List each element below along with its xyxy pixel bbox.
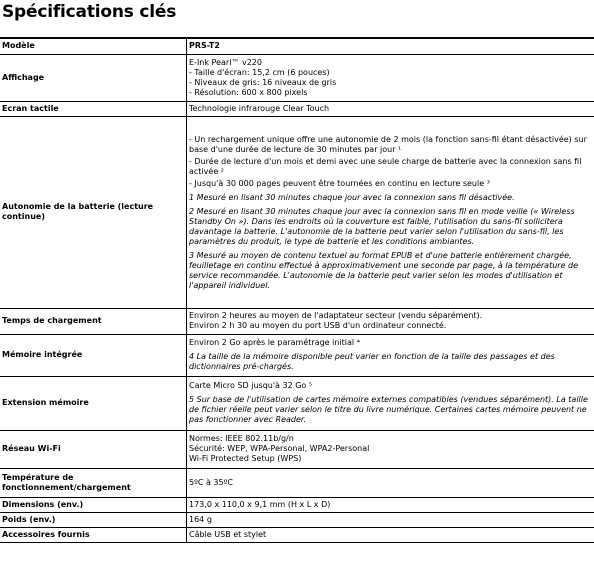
row-value [187, 54, 594, 101]
row-value: PRS-T2 [187, 38, 594, 54]
value-line: - Résolution: 600 x 800 pixels [189, 87, 308, 97]
table-row [0, 497, 594, 512]
row-label: Dimensions (env.) [0, 497, 187, 512]
row-value [187, 430, 594, 468]
footnote: 1 Mesuré en lisant 30 minutes chaque jour avec la connexion sans fil désactivée. [189, 193, 515, 202]
table-row [0, 468, 594, 497]
table-row [0, 376, 594, 430]
row-label: Ecran tactile [0, 101, 187, 116]
row-label: Poids (env.) [0, 512, 187, 527]
row-label: Accessoires fournis [0, 527, 187, 542]
table-row [0, 54, 594, 101]
spec-table [0, 37, 594, 543]
row-label: Temps de chargement [0, 308, 187, 334]
row-value: 5ºC à 35ºC [187, 468, 594, 497]
row-value: 173,0 x 110,0 x 9,1 mm (H x L x D) [187, 497, 594, 512]
row-label: Température de fonctionnement/chargement [0, 468, 187, 497]
row-label: Affichage [0, 54, 187, 101]
page-title: Spécifications clés [2, 2, 177, 22]
footnote: 2 Mesuré en lisant 30 minutes chaque jour avec la connexion sans fil en mode veille (« Wireless Standby On »). Dans les endroits où la couverture est faible, l'utilisation du sans-fil sollicitera davantage la batterie. L'autonomie de la batterie peut varier selon l'utilisation du sans-fil, les paramètres du produit, le type de batterie et les conditions ambiantes. [189, 207, 575, 246]
row-value: Technologie infrarouge Clear Touch [187, 101, 594, 116]
row-value [187, 334, 594, 376]
table-row [0, 308, 594, 334]
table-row [0, 116, 594, 308]
row-value [187, 376, 594, 430]
value-line: Environ 2 h 30 au moyen du port USB d'un ordinateur connecté. [189, 321, 447, 330]
row-label: Autonomie de la batterie (lecture continue) [0, 116, 187, 308]
battery-bullet: - Jusqu'à 30 000 pages peuvent être tournées en continu en lecture seule ³ [189, 179, 490, 188]
value-line: Environ 2 Go après le paramétrage initial ⁴ [189, 338, 360, 347]
footnote: 5 Sur base de l'utilisation de cartes mémoire externes compatibles (vendues séparément). La taille de fichier réelle peut varier selon le titre du livre numérique. Certaines cartes mémoire peuvent ne pas fonctionner avec Reader. [189, 395, 588, 424]
battery-bullet: - Durée de lecture d'un mois et demi avec une seule charge de batterie avec la connexion sans fil activée ² [189, 157, 582, 176]
row-value: Câble USB et stylet [187, 527, 594, 542]
row-label: Modèle [0, 38, 187, 54]
battery-bullet: - Un rechargement unique offre une autonomie de 2 mois (la fonction sans-fil étant désactivée) sur base d'une durée de lecture de 30 minutes par jour ¹ [189, 135, 587, 154]
table-row [0, 430, 594, 468]
table-row [0, 38, 594, 54]
value-line: - Taille d'écran: 15,2 cm (6 pouces) [189, 67, 330, 77]
footnote: 4 La taille de la mémoire disponible peut varier en fonction de la taille des passages et des dictionnaires pré-chargés. [189, 352, 555, 371]
row-label: Mémoire intégrée [0, 334, 187, 376]
row-label: Réseau Wi-Fi [0, 430, 187, 468]
value-line: Normes: IEEE 802.11b/g/n [189, 434, 294, 443]
value-line: Environ 2 heures au moyen de l'adaptateur secteur (vendu séparément). [189, 311, 483, 320]
row-value [187, 308, 594, 334]
table-row [0, 512, 594, 527]
value-line: Sécurité: WEP, WPA-Personal, WPA2-Personal [189, 444, 370, 453]
table-row [0, 527, 594, 542]
row-value: 164 g [187, 512, 594, 527]
footnote: 3 Mesuré au moyen de contenu textuel au format EPUB et d'une batterie entièrement chargée, feuilletage en continu effectué à approximativement une seconde par page, à la température de service recommandée. L'autonomie de la batterie peut varier selon les modes d'utilisation et l'appareil individuel. [189, 251, 579, 290]
table-row [0, 101, 594, 116]
row-value [187, 116, 594, 308]
value-line: Wi-Fi Protected Setup (WPS) [189, 454, 302, 463]
value-line: - Niveaux de gris: 16 niveaux de gris [189, 77, 337, 87]
value-line: Carte Micro SD jusqu'à 32 Go ⁵ [189, 381, 313, 390]
value-line: E-Ink Pearl™ v220 [189, 57, 262, 67]
row-label: Extension mémoire [0, 376, 187, 430]
table-row [0, 334, 594, 376]
